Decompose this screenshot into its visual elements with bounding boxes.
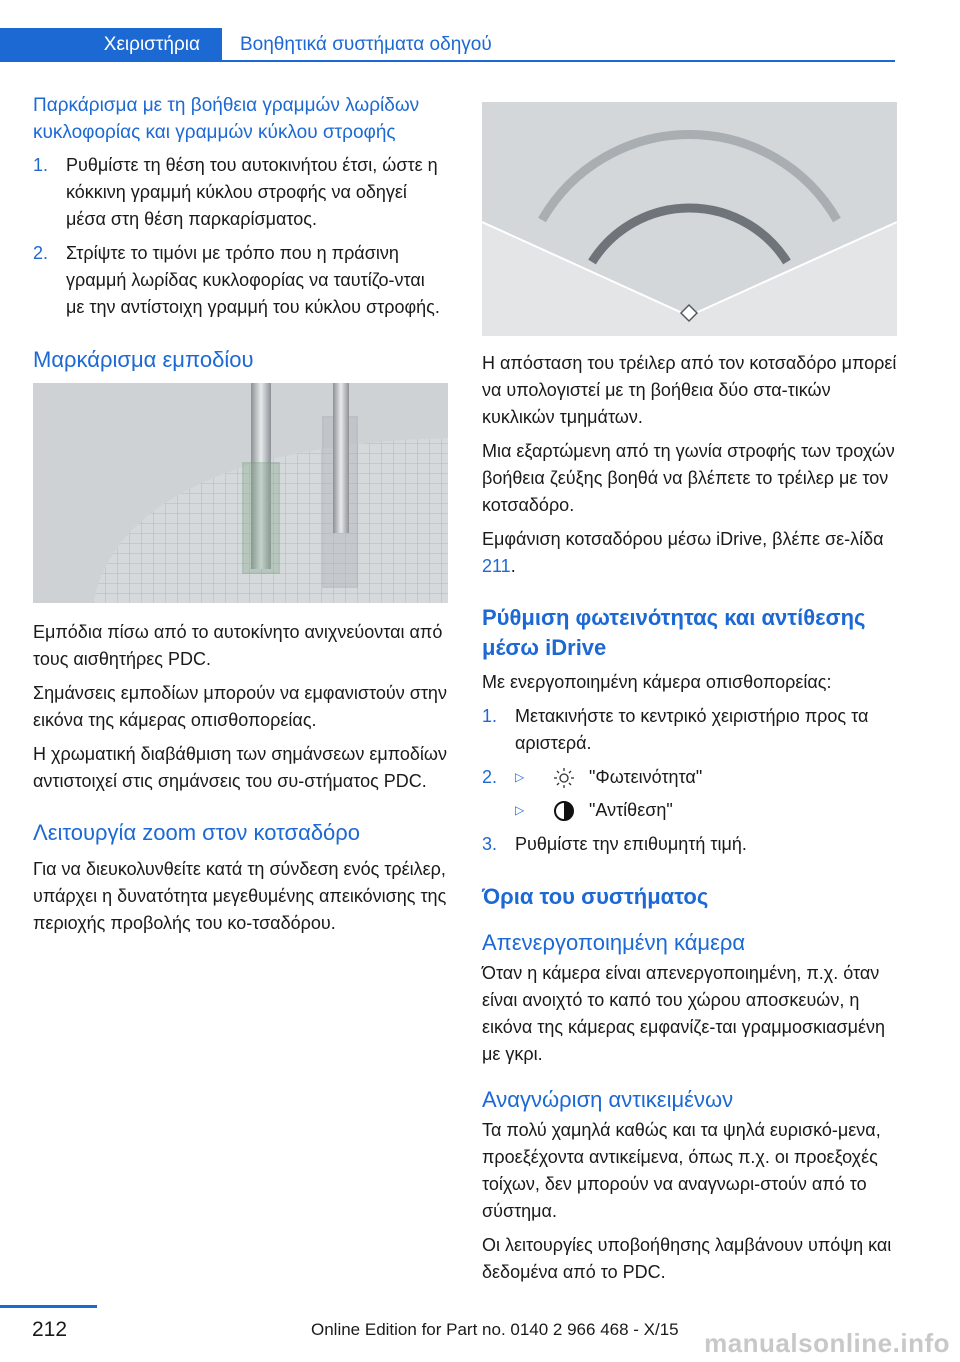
step-text: Ρυθμίστε την επιθυμητή τιμή. xyxy=(515,834,747,854)
chapter-tab: Χειριστήρια xyxy=(0,28,222,62)
page-header xyxy=(0,0,960,64)
step-number: 1. xyxy=(33,155,49,175)
obstacle-paragraph-3: Η χρωματική διαβάθμιση των σημάνσεων εμποδίων αντιστοιχεί στις σημάνσεις του συ‐στήματος PDC. xyxy=(33,744,447,791)
section-tab: Βοηθητικά συστήματα οδηγού xyxy=(240,34,492,55)
edition-text: Online Edition for Part no. 0140 2 966 468 - X/15 xyxy=(311,1320,679,1339)
step-number: 1. xyxy=(482,706,498,726)
contrast-option xyxy=(515,797,897,824)
heading-zoom-hitch: Λειτουργία zoom στον κοτσαδόρο xyxy=(33,820,361,845)
hitch-zoom-image xyxy=(482,102,897,336)
page-reference-link[interactable]: 211 xyxy=(482,556,511,576)
footer-rule xyxy=(0,1305,97,1308)
hitch-display-end: . xyxy=(510,556,516,576)
detection-paragraph-1: Τα πολύ χαμηλά καθώς και τα ψηλά ευρισκό‐μενα, προεξέχοντα αντικείμενα, όπως π.χ. οι προεξοχές τοίχων, δεν μπορούν να αναγνωρι‐στούν από το σύστημα. xyxy=(482,1120,881,1221)
obstacle-paragraph-2: Σημάνσεις εμποδίων μπορούν να εμφανιστούν στην εικόνα της κάμερας οπισθοπορείας. xyxy=(33,683,447,730)
camera-off-paragraph: Όταν η κάμερα είναι απενεργοποιημένη, π.χ. όταν είναι ανοιχτό το καπό του χώρου αποσκευών, η εικόνα της κάμερας εμφανίζε‐ται γραμμοσκιασμένη με γκρι. xyxy=(482,963,886,1064)
trailer-distance-paragraph: Η απόσταση του τρέιλερ από τον κοτσαδόρο μπορεί να υπολογιστεί με τη βοήθεια δύο στα‐τικών κυκλικών τμημάτων. xyxy=(482,353,897,427)
obstacle-paragraph-1: Εμπόδια πίσω από το αυτοκίνητο ανιχνεύονται από τους αισθητήρες PDC. xyxy=(33,622,443,669)
brightness-steps xyxy=(482,703,897,858)
step-item xyxy=(33,152,448,233)
brightness-intro: Με ενεργοποιημένη κάμερα οπισθοπορείας: xyxy=(482,672,832,692)
heading-obstacle-marking: Μαρκάρισμα εμποδίου xyxy=(33,347,254,372)
step-item xyxy=(33,240,448,321)
step-item xyxy=(482,831,897,858)
subheading-parking-lines: Παρκάρισμα με τη βοήθεια γραμμών λωρίδων κυκλοφορίας και γραμμών κύκλου στροφής xyxy=(33,95,420,143)
contrast-icon xyxy=(549,800,579,822)
step-number: 2. xyxy=(33,243,49,263)
watermark: manualsonline.info xyxy=(704,1328,950,1358)
contrast-label: "Αντίθεση" xyxy=(589,800,673,820)
brightness-label: "Φωτεινότητα" xyxy=(589,767,703,787)
arrow-icon: ▷ xyxy=(515,803,525,817)
detection-paragraph-2: Οι λειτουργίες υποβοήθησης λαμβάνουν υπόψη και δεδομένα από το PDC. xyxy=(482,1235,892,1282)
heading-brightness-contrast: Ρύθμιση φωτεινότητας και αντίθεσης μέσω iDrive xyxy=(482,605,866,660)
step-number: 2. xyxy=(482,767,498,787)
heading-system-limits: Όρια του συστήματος xyxy=(482,884,709,909)
brightness-option xyxy=(515,764,897,791)
parking-steps xyxy=(33,152,448,321)
step-text: Ρυθμίστε τη θέση του αυτοκινήτου έτσι, ώστε η κόκκινη γραμμή κύκλου στροφής να οδηγεί μέσα στη θέση παρκαρίσματος. xyxy=(66,155,438,229)
zoom-paragraph: Για να διευκολυνθείτε κατά τη σύνδεση ενός τρέιλερ, υπάρχει η δυνατότητα μεγεθυμένης απεικόνισης της περιοχής προβολής του κο‐τσαδόρου. xyxy=(33,859,447,933)
header-rule xyxy=(0,60,895,62)
sun-icon xyxy=(549,767,579,789)
page-number: 212 xyxy=(32,1318,68,1341)
subheading-object-detection: Αναγνώριση αντικειμένων xyxy=(482,1087,734,1112)
step-text: Μετακινήστε το κεντρικό χειριστήριο προς τα αριστερά. xyxy=(515,706,869,753)
hitch-display-paragraph xyxy=(482,526,897,580)
arrow-icon: ▷ xyxy=(515,770,525,784)
step-number: 3. xyxy=(482,834,498,854)
step-item xyxy=(482,764,897,824)
subheading-camera-off: Απενεργοποιημένη κάμερα xyxy=(482,930,746,955)
right-column xyxy=(482,102,897,1293)
obstacle-camera-image xyxy=(33,383,448,603)
hitch-display-text: Εμφάνιση κοτσαδόρου μέσω iDrive, βλέπε σε‐λίδα xyxy=(482,529,884,549)
left-column xyxy=(33,92,448,944)
coupling-aid-paragraph: Μια εξαρτώμενη από τη γωνία στροφής των τροχών βοήθεια ζεύξης βοηθά να βλέπετε το τρέιλερ με τον κοτσαδόρο. xyxy=(482,441,895,515)
step-text: Στρίψτε το τιμόνι με τρόπο που η πράσινη γραμμή λωρίδας κυκλοφορίας να ταυτίζο‐νται με την αντίστοιχη γραμμή του κύκλου στροφής. xyxy=(66,243,440,317)
step-item xyxy=(482,703,897,757)
